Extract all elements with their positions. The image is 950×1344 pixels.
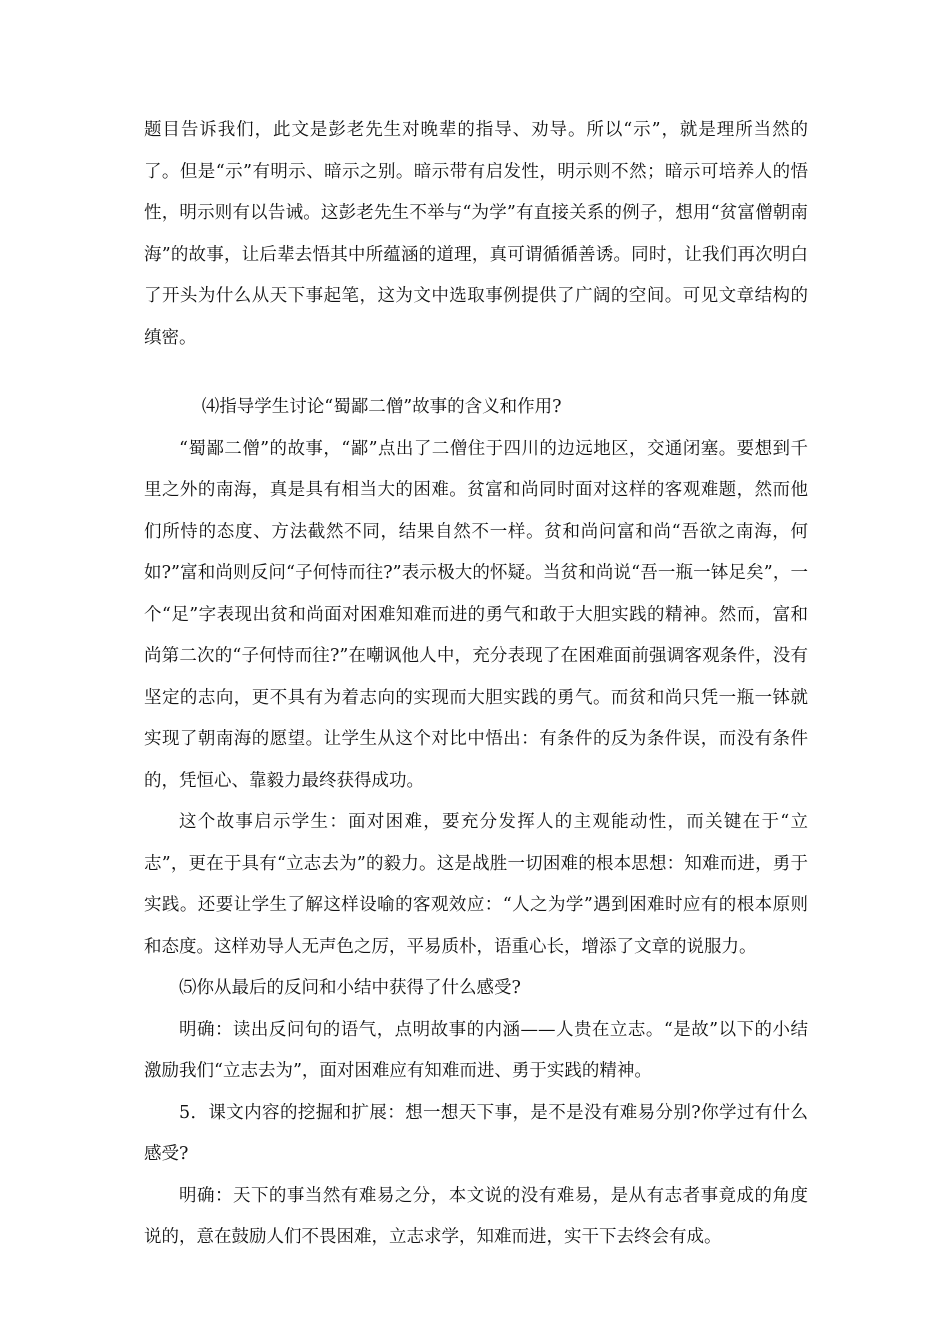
question-4: ⑷指导学生讨论“蜀鄙二僧”故事的含义和作用? [201,397,562,417]
paragraph-story-analysis: “蜀鄙二僧”的故事，“鄙”点出了二僧住于四川的边远地区，交通闭塞。要想到千里之外的南海，真是具有相当大的困难。贫富和尚同时面对这样的客观难题，然而他们所恃的态度、方法截然不同，结果自然不一样。贫和尚问富和尚“吾欲之南海，何如?”富和尚则反问“子何恃而往?”表示极大的怀疑。当贫和尚说“吾一瓶一钵足矣”，一个“足”字表现出贫和尚面对困难知难而进的勇气和敢于大胆实践的精神。然而，富和尚第二次的“子何恃而往?”在嘲讽他人中，充分表现了在困难面前强调客观条件，没有坚定的志向，更不具有为着志向的实现而大胆实践的勇气。而贫和尚只凭一瓶一钵就实现了朝南海的愿望。让学生从这个对比中悟出：有条件的反为条件误，而没有条件的，凭恒心、靠毅力最终获得成功。 [144,438,808,791]
paragraph-gap [144,359,808,387]
question-5: ⑸你从最后的反问和小结中获得了什么感受? [179,978,521,998]
paragraph-story-enlightenment: 这个故事启示学生：面对困难，要充分发挥人的主观能动性，而关键在于“立志”，更在于具有“立志去为”的毅力。这是战胜一切困难的根本思想：知难而进，勇于实践。还要让学生了解这样设喻的客观效应：“人之为学”遇到困难时应有的根本原则和态度。这样劝导人无声色之厉，平易质朴，语重心长，增添了文章的说服力。 [144,812,808,957]
paragraph-title-explanation: 题目告诉我们，此文是彭老先生对晚辈的指导、劝导。所以“示”，就是理所当然的了。但是“示”有明示、暗示之别。暗示带有启发性，明示则不然；暗示可培养人的悟性，明示则有以告诫。这彭老先生不举与“为学”有直接关系的例子，想用“贫富僧朝南海”的故事，让后辈去悟其中所蕴涵的道理，真可谓循循善诱。同时，让我们再次明白了开头为什么从天下事起笔，这为文中选取事例提供了广阔的空间。可见文章结构的缜密。 [144,120,808,348]
answer-item-5: 明确：天下的事当然有难易之分，本文说的没有难易，是从有志者事竟成的角度说的，意在鼓励人们不畏困难，立志求学，知难而进，实干下去终会有成。 [144,1185,808,1247]
item-5-extension: 5．课文内容的挖掘和扩展：想一想天下事，是不是没有难易分别?你学过有什么感受? [144,1102,808,1164]
answer-5: 明确：读出反问句的语气，点明故事的内涵——人贵在立志。“是故”以下的小结激励我们“立志去为”，面对困难应有知难而进、勇于实践的精神。 [144,1019,808,1081]
document-page [144,110,808,1259]
